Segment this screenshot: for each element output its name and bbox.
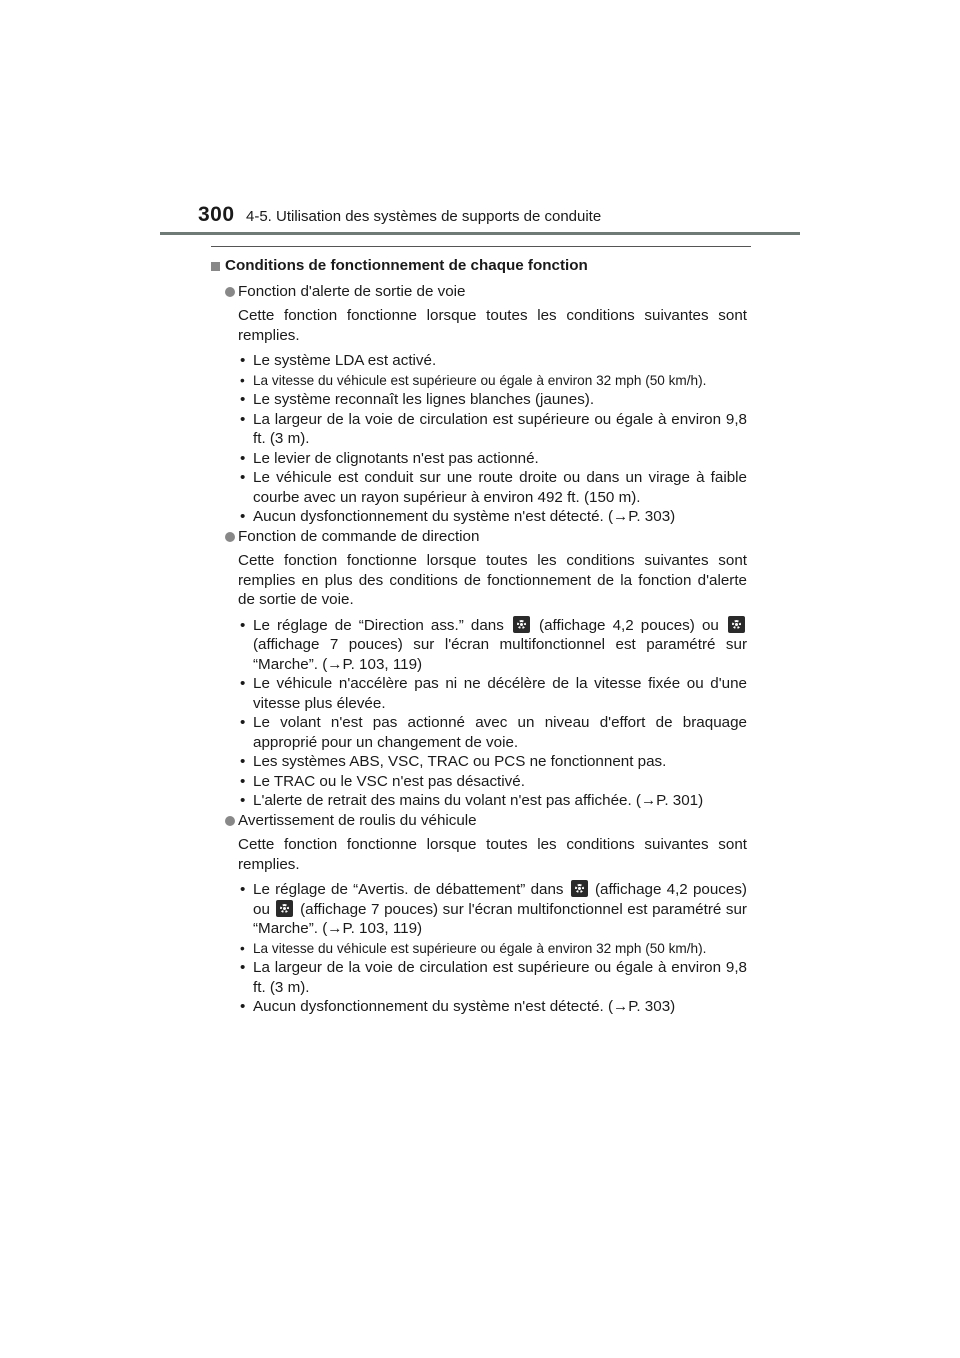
condition-item: • Le véhicule est conduit sur une route droite ou dans un virage à faible courbe avec un rayon supérieur à environ 492 ft. (150 m). <box>240 469 747 506</box>
condition-item: • Le système LDA est activé. <box>240 352 437 369</box>
function-title: Fonction d'alerte de sortie de voie <box>238 282 466 300</box>
condition-item-setting: • Le réglage de “Avertis. de débattement” dans (affichage 4,2 pouces) ou (affichage 7 pouces) sur l'écran multifonctionnel est paramétré sur “Marche”. (→P. 103, 119) <box>240 881 747 937</box>
function-title: Avertissement de roulis du véhicule <box>238 811 477 829</box>
condition-item: • Le véhicule n'accélère pas ni ne décélère de la vitesse fixée ou d'une vitesse plus élevée. <box>240 675 747 712</box>
circle-bullet-icon <box>225 532 235 542</box>
condition-item: • Le levier de clignotants n'est pas actionné. <box>240 449 539 467</box>
settings-gear-icon <box>728 616 745 633</box>
page-number: 300 <box>198 203 235 226</box>
function-heading-lane-departure <box>211 282 747 302</box>
condition-item: • La vitesse du véhicule est supérieure ou égale à environ 32 mph (50 km/h). <box>240 372 707 388</box>
section-rule <box>211 246 751 247</box>
condition-item: • Aucun dysfonctionnement du système n'est détecté. (→P. 303) <box>240 998 676 1015</box>
circle-bullet-icon <box>225 287 235 297</box>
condition-item: • Aucun dysfonctionnement du système n'est détecté. (→P. 303) <box>240 508 676 525</box>
circle-bullet-icon <box>225 816 235 826</box>
condition-item: • Les systèmes ABS, VSC, TRAC ou PCS ne fonctionnent pas. <box>240 753 667 770</box>
main-content <box>211 256 747 1017</box>
square-bullet-icon <box>211 262 220 271</box>
function-heading-steering-control <box>211 527 747 547</box>
settings-gear-icon <box>276 900 293 917</box>
condition-item: • La largeur de la voie de circulation est supérieure ou égale à environ 9,8 ft. (3 m). <box>240 410 747 447</box>
chapter-title: 4-5. Utilisation des systèmes de supports de conduite <box>246 208 602 225</box>
function-intro: Cette fonction fonctionne lorsque toutes les conditions suivantes sont remplies en plus des conditions de fonctionnement de la fonction d'alerte de sortie de voie. <box>238 552 747 608</box>
condition-item: • Le TRAC ou le VSC n'est pas désactivé. <box>240 772 525 790</box>
function-intro: Cette fonction fonctionne lorsque toutes les conditions suivantes sont remplies. <box>238 307 747 344</box>
condition-item: • La vitesse du véhicule est supérieure ou égale à environ 32 mph (50 km/h). <box>240 940 707 956</box>
section-heading <box>211 256 747 276</box>
condition-item: • La largeur de la voie de circulation est supérieure ou égale à environ 9,8 ft. (3 m). <box>240 959 747 996</box>
condition-item-setting: • Le réglage de “Direction ass.” dans (affichage 4,2 pouces) ou (affichage 7 pouces) sur l'écran multifonctionnel est paramétré sur “Marche”. (→P. 103, 119) <box>240 616 747 673</box>
condition-list <box>211 880 747 1017</box>
condition-item: • Le volant n'est pas actionné avec un niveau d'effort de braquage approprié pour un changement de voie. <box>240 714 747 751</box>
function-intro: Cette fonction fonctionne lorsque toutes les conditions suivantes sont remplies. <box>238 836 747 873</box>
condition-list <box>211 616 747 811</box>
header-rule <box>160 232 800 235</box>
condition-item: • L'alerte de retrait des mains du volant n'est pas affichée. (→P. 301) <box>240 792 704 809</box>
settings-gear-icon <box>571 880 588 897</box>
function-heading-vehicle-sway <box>211 811 747 831</box>
condition-list <box>211 351 747 527</box>
condition-item: • Le système reconnaît les lignes blanches (jaunes). <box>240 391 595 408</box>
section-heading-text: Conditions de fonctionnement de chaque fonction <box>225 257 588 274</box>
settings-gear-icon <box>513 616 530 633</box>
function-title: Fonction de commande de direction <box>238 527 480 545</box>
